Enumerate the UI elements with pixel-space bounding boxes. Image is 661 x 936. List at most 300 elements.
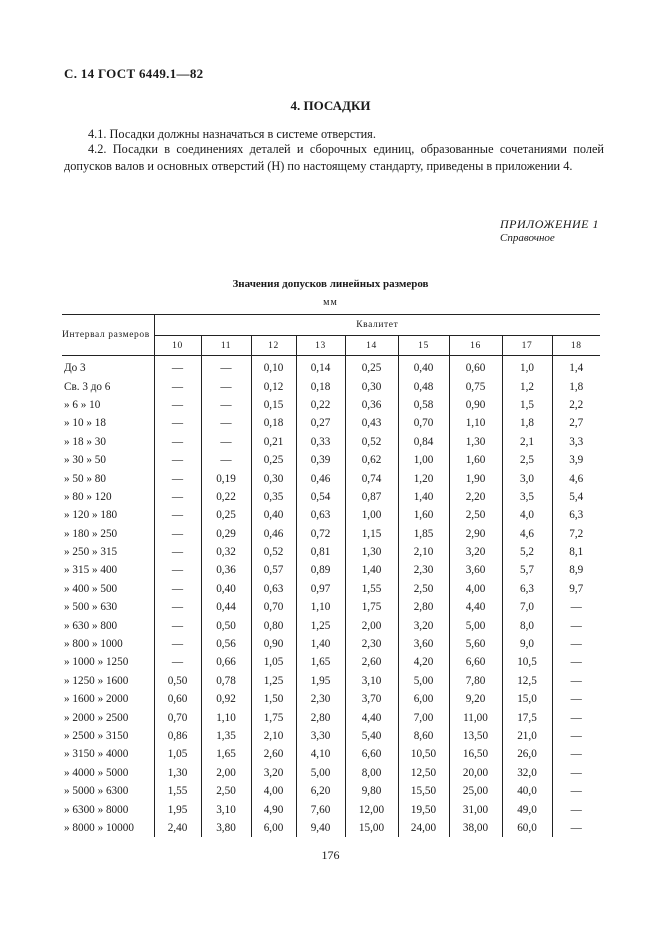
tolerance-cell: 0,57 xyxy=(251,561,296,579)
grade-column-header: 10 xyxy=(154,336,201,356)
tolerance-cell: 4,00 xyxy=(251,782,296,800)
tolerance-cell: 1,95 xyxy=(296,672,345,690)
tolerance-cell: 10,5 xyxy=(502,653,552,671)
interval-cell: » 6 » 10 xyxy=(62,396,154,414)
tolerance-cell: 3,20 xyxy=(449,543,502,561)
tolerance-cell: 5,00 xyxy=(296,764,345,782)
tolerance-cell: 0,74 xyxy=(345,469,398,487)
tolerance-cell: 10,50 xyxy=(398,745,449,763)
tolerance-cell: 2,30 xyxy=(345,635,398,653)
tolerance-cell: 0,43 xyxy=(345,414,398,432)
tolerance-cell: 2,50 xyxy=(201,782,251,800)
tolerance-cell: 1,5 xyxy=(502,396,552,414)
tolerance-cell: 12,50 xyxy=(398,764,449,782)
tolerance-cell: — xyxy=(552,672,600,690)
tolerance-cell: 7,00 xyxy=(398,708,449,726)
tolerance-cell: — xyxy=(154,433,201,451)
tolerance-cell: 6,3 xyxy=(502,580,552,598)
tolerance-cell: 0,58 xyxy=(398,396,449,414)
tolerance-cell: 2,1 xyxy=(502,433,552,451)
interval-cell: » 500 » 630 xyxy=(62,598,154,616)
tolerance-cell: 0,12 xyxy=(251,377,296,395)
interval-cell: » 4000 » 5000 xyxy=(62,764,154,782)
tolerance-cell: 4,6 xyxy=(552,469,600,487)
page-header: С. 14 ГОСТ 6449.1—82 xyxy=(64,66,204,81)
interval-cell: » 250 » 315 xyxy=(62,543,154,561)
tolerance-cell: 5,4 xyxy=(552,488,600,506)
tolerance-cell: 5,7 xyxy=(502,561,552,579)
tolerance-cell: 49,0 xyxy=(502,800,552,818)
tolerance-cell: 2,00 xyxy=(201,764,251,782)
tolerance-cell: 3,0 xyxy=(502,469,552,487)
tolerance-cell: 0,32 xyxy=(201,543,251,561)
table-row xyxy=(62,506,600,524)
tolerance-cell: 0,30 xyxy=(345,377,398,395)
tolerance-cell: — xyxy=(552,745,600,763)
tolerance-cell: — xyxy=(552,819,600,837)
tolerance-cell: 2,80 xyxy=(398,598,449,616)
tolerance-cell: — xyxy=(154,635,201,653)
tolerance-cell: 4,0 xyxy=(502,506,552,524)
table-row xyxy=(62,782,600,800)
table-body xyxy=(62,356,600,838)
tolerance-cell: 5,2 xyxy=(502,543,552,561)
tolerance-cell: 0,19 xyxy=(201,469,251,487)
table-row xyxy=(62,616,600,634)
tolerance-cell: 1,65 xyxy=(201,745,251,763)
tolerance-cell: 2,20 xyxy=(449,488,502,506)
tolerance-cell: 1,60 xyxy=(449,451,502,469)
tolerance-cell: 0,75 xyxy=(449,377,502,395)
tolerance-cell: 1,55 xyxy=(154,782,201,800)
tolerance-cell: 0,46 xyxy=(296,469,345,487)
tolerance-cell: 4,00 xyxy=(449,580,502,598)
paragraph-4-2: 4.2. Посадки в соединениях деталей и сборочных единиц, образованные сочетаниями полей допусков валов и основных отверстий (H) по настоящему стандарту, приведены в приложении 4. xyxy=(64,142,604,173)
tolerance-cell: 3,80 xyxy=(201,819,251,837)
tolerance-cell: 2,30 xyxy=(296,690,345,708)
tolerance-cell: 0,15 xyxy=(251,396,296,414)
table-row xyxy=(62,488,600,506)
interval-cell: Св. 3 до 6 xyxy=(62,377,154,395)
tolerance-cell: — xyxy=(154,469,201,487)
tolerance-cell: 0,46 xyxy=(251,525,296,543)
table-row xyxy=(62,414,600,432)
tolerance-cell: 2,60 xyxy=(251,745,296,763)
tolerance-cell: 60,0 xyxy=(502,819,552,837)
tolerance-cell: 17,5 xyxy=(502,708,552,726)
tolerance-cell: 4,40 xyxy=(345,708,398,726)
interval-cell: » 180 » 250 xyxy=(62,525,154,543)
tolerance-cell: 3,5 xyxy=(502,488,552,506)
tolerance-cell: 0,40 xyxy=(251,506,296,524)
tolerance-cell: 15,00 xyxy=(345,819,398,837)
tolerance-cell: 0,89 xyxy=(296,561,345,579)
tolerance-cell: — xyxy=(154,653,201,671)
tolerance-cell: 1,35 xyxy=(201,727,251,745)
tolerance-cell: 1,10 xyxy=(201,708,251,726)
tolerance-cell: 1,50 xyxy=(251,690,296,708)
table-row xyxy=(62,525,600,543)
tolerance-cell: 12,5 xyxy=(502,672,552,690)
tolerance-cell: — xyxy=(154,543,201,561)
tolerance-cell: 0,70 xyxy=(154,708,201,726)
tolerance-cell: 1,40 xyxy=(398,488,449,506)
table-row xyxy=(62,396,600,414)
tolerance-cell: 1,65 xyxy=(296,653,345,671)
tolerance-cell: 0,27 xyxy=(296,414,345,432)
tolerance-cell: 2,50 xyxy=(449,506,502,524)
table-row xyxy=(62,672,600,690)
table-row xyxy=(62,727,600,745)
tolerance-cell: 4,20 xyxy=(398,653,449,671)
tolerance-cell: 13,50 xyxy=(449,727,502,745)
interval-cell: » 2500 » 3150 xyxy=(62,727,154,745)
tolerance-cell: 0,50 xyxy=(154,672,201,690)
table-row xyxy=(62,356,600,378)
tolerance-cell: 12,00 xyxy=(345,800,398,818)
tolerance-cell: 3,60 xyxy=(449,561,502,579)
appendix-label xyxy=(500,217,599,244)
tolerance-cell: 8,0 xyxy=(502,616,552,634)
grade-column-header: 15 xyxy=(398,336,449,356)
table-row xyxy=(62,653,600,671)
interval-cell: » 10 » 18 xyxy=(62,414,154,432)
tolerance-cell: — xyxy=(154,580,201,598)
tolerance-cell: 8,00 xyxy=(345,764,398,782)
tolerance-cell: 26,0 xyxy=(502,745,552,763)
tolerance-cell: 1,95 xyxy=(154,800,201,818)
grade-column-header: 13 xyxy=(296,336,345,356)
tolerance-cell: 6,00 xyxy=(251,819,296,837)
tolerance-cell: 0,70 xyxy=(251,598,296,616)
tolerance-cell: 1,85 xyxy=(398,525,449,543)
tolerance-cell: 0,33 xyxy=(296,433,345,451)
tolerance-cell: 4,6 xyxy=(502,525,552,543)
tolerance-cell: 2,60 xyxy=(345,653,398,671)
tolerance-cell: 3,3 xyxy=(552,433,600,451)
grade-column-header: 11 xyxy=(201,336,251,356)
grade-column-header: 14 xyxy=(345,336,398,356)
tolerance-cell: 1,00 xyxy=(345,506,398,524)
tolerance-cell: 2,50 xyxy=(398,580,449,598)
tolerance-cell: 0,18 xyxy=(296,377,345,395)
tolerance-cell: — xyxy=(201,356,251,378)
tolerance-cell: — xyxy=(552,635,600,653)
tolerance-cell: 7,0 xyxy=(502,598,552,616)
tolerance-cell: 5,00 xyxy=(449,616,502,634)
tolerance-cell: 1,8 xyxy=(552,377,600,395)
grade-column-header: 18 xyxy=(552,336,600,356)
tolerance-cell: 6,20 xyxy=(296,782,345,800)
tolerance-cell: 2,10 xyxy=(398,543,449,561)
interval-cell: » 3150 » 4000 xyxy=(62,745,154,763)
tolerance-cell: — xyxy=(154,377,201,395)
tolerance-cell: 1,2 xyxy=(502,377,552,395)
table-row xyxy=(62,819,600,837)
tolerance-cell: 0,72 xyxy=(296,525,345,543)
tolerance-cell: 9,7 xyxy=(552,580,600,598)
tolerance-cell: 1,4 xyxy=(552,356,600,378)
tolerance-cell: 1,00 xyxy=(398,451,449,469)
table-row xyxy=(62,433,600,451)
tolerance-cell: 16,50 xyxy=(449,745,502,763)
tolerance-cell: 0,22 xyxy=(201,488,251,506)
tolerance-cell: 0,25 xyxy=(201,506,251,524)
tolerance-cell: 2,10 xyxy=(251,727,296,745)
tolerance-cell: 1,0 xyxy=(502,356,552,378)
tolerance-cell: 0,60 xyxy=(449,356,502,378)
interval-cell: » 8000 » 10000 xyxy=(62,819,154,837)
table-row xyxy=(62,800,600,818)
tolerance-cell: — xyxy=(154,525,201,543)
tolerance-cell: 32,0 xyxy=(502,764,552,782)
table-row xyxy=(62,635,600,653)
tolerance-cell: 0,39 xyxy=(296,451,345,469)
tolerance-cell: 5,00 xyxy=(398,672,449,690)
tolerance-cell: 1,75 xyxy=(345,598,398,616)
tolerance-cell: 0,87 xyxy=(345,488,398,506)
grade-column-header: 17 xyxy=(502,336,552,356)
tolerance-cell: — xyxy=(201,414,251,432)
interval-header: Интервал размеров xyxy=(62,315,154,356)
tolerance-cell: 0,81 xyxy=(296,543,345,561)
tolerance-cell: 3,60 xyxy=(398,635,449,653)
tolerance-cell: — xyxy=(154,561,201,579)
interval-cell: » 120 » 180 xyxy=(62,506,154,524)
interval-cell: » 1000 » 1250 xyxy=(62,653,154,671)
tolerance-cell: 2,2 xyxy=(552,396,600,414)
tolerance-cell: — xyxy=(552,598,600,616)
tolerance-cell: 0,50 xyxy=(201,616,251,634)
tolerance-cell: 1,40 xyxy=(345,561,398,579)
tolerance-cell: 0,36 xyxy=(201,561,251,579)
tolerance-cell: 31,00 xyxy=(449,800,502,818)
tolerance-cell: — xyxy=(201,396,251,414)
tolerance-cell: 3,70 xyxy=(345,690,398,708)
table-row xyxy=(62,745,600,763)
tolerance-cell: 0,63 xyxy=(296,506,345,524)
table-row xyxy=(62,469,600,487)
tolerance-cell: 40,0 xyxy=(502,782,552,800)
tolerance-cell: 0,44 xyxy=(201,598,251,616)
interval-cell: » 80 » 120 xyxy=(62,488,154,506)
tolerance-cell: 0,40 xyxy=(201,580,251,598)
tolerance-cell: 1,60 xyxy=(398,506,449,524)
appendix-title: ПРИЛОЖЕНИЕ 1 xyxy=(500,217,599,231)
tolerance-cell: 0,90 xyxy=(449,396,502,414)
table-units: мм xyxy=(323,297,338,308)
tolerance-cell: 0,62 xyxy=(345,451,398,469)
interval-cell: » 30 » 50 xyxy=(62,451,154,469)
interval-cell: » 400 » 500 xyxy=(62,580,154,598)
tolerance-cell: 0,86 xyxy=(154,727,201,745)
paragraph-4-1: 4.1. Посадки должны назначаться в системе отверстия. xyxy=(88,127,376,141)
table-row xyxy=(62,377,600,395)
tolerance-cell: 2,00 xyxy=(345,616,398,634)
tolerance-cell: 0,97 xyxy=(296,580,345,598)
tolerance-cell: 8,9 xyxy=(552,561,600,579)
tolerance-cell: 3,30 xyxy=(296,727,345,745)
tolerance-cell: — xyxy=(154,396,201,414)
tolerance-cell: 0,90 xyxy=(251,635,296,653)
interval-cell: До 3 xyxy=(62,356,154,378)
tolerance-cell: 4,40 xyxy=(449,598,502,616)
interval-cell: » 315 » 400 xyxy=(62,561,154,579)
tolerance-cell: — xyxy=(154,488,201,506)
tolerance-cell: 20,00 xyxy=(449,764,502,782)
appendix-subtitle: Справочное xyxy=(500,232,555,244)
tolerance-cell: — xyxy=(552,800,600,818)
tolerance-cell: 1,20 xyxy=(398,469,449,487)
table-row xyxy=(62,764,600,782)
tolerance-cell: 1,90 xyxy=(449,469,502,487)
tolerance-cell: 24,00 xyxy=(398,819,449,837)
page-number: 176 xyxy=(321,848,340,862)
tolerance-cell: — xyxy=(154,356,201,378)
tolerance-cell: 7,60 xyxy=(296,800,345,818)
tolerance-cell: 15,50 xyxy=(398,782,449,800)
grade-column-header: 16 xyxy=(449,336,502,356)
tolerance-cell: 0,48 xyxy=(398,377,449,395)
tolerance-cell: 0,21 xyxy=(251,433,296,451)
tolerance-cell: 1,25 xyxy=(296,616,345,634)
tolerance-cell: 4,10 xyxy=(296,745,345,763)
tolerance-cell: 6,3 xyxy=(552,506,600,524)
tolerance-cell: 1,55 xyxy=(345,580,398,598)
tolerance-cell: 1,15 xyxy=(345,525,398,543)
tolerance-cell: 2,5 xyxy=(502,451,552,469)
tolerance-cell: 0,18 xyxy=(251,414,296,432)
tolerance-cell: 9,80 xyxy=(345,782,398,800)
tolerance-cell: 2,40 xyxy=(154,819,201,837)
section-title: 4. ПОСАДКИ xyxy=(290,98,371,113)
tolerance-cell: 0,10 xyxy=(251,356,296,378)
tolerance-cell: — xyxy=(154,616,201,634)
tolerance-cell: 9,0 xyxy=(502,635,552,653)
tolerance-cell: 0,14 xyxy=(296,356,345,378)
tolerance-cell: 0,63 xyxy=(251,580,296,598)
tolerance-cell: 11,00 xyxy=(449,708,502,726)
tolerance-cell: 0,22 xyxy=(296,396,345,414)
tolerance-cell: 3,10 xyxy=(345,672,398,690)
tolerance-cell: 15,0 xyxy=(502,690,552,708)
tolerance-cell: — xyxy=(552,782,600,800)
tolerance-cell: 0,56 xyxy=(201,635,251,653)
tolerance-cell: 1,05 xyxy=(251,653,296,671)
tolerance-cell: 0,60 xyxy=(154,690,201,708)
tolerance-cell: 3,20 xyxy=(251,764,296,782)
tolerance-cell: 0,70 xyxy=(398,414,449,432)
tolerance-cell: 0,52 xyxy=(251,543,296,561)
tolerance-cell: 6,60 xyxy=(345,745,398,763)
tolerance-cell: 1,25 xyxy=(251,672,296,690)
interval-cell: » 5000 » 6300 xyxy=(62,782,154,800)
tolerance-cell: 0,80 xyxy=(251,616,296,634)
interval-cell: » 18 » 30 xyxy=(62,433,154,451)
table-row xyxy=(62,580,600,598)
tolerance-cell: 6,00 xyxy=(398,690,449,708)
interval-cell: » 630 » 800 xyxy=(62,616,154,634)
tolerance-cell: — xyxy=(201,451,251,469)
tolerance-cell: 19,50 xyxy=(398,800,449,818)
tolerance-cell: 0,52 xyxy=(345,433,398,451)
tolerance-cell: — xyxy=(552,653,600,671)
tolerance-cell: 8,60 xyxy=(398,727,449,745)
tolerance-cell: 0,30 xyxy=(251,469,296,487)
interval-cell: » 1250 » 1600 xyxy=(62,672,154,690)
tolerance-cell: 2,30 xyxy=(398,561,449,579)
tolerance-cell: — xyxy=(552,764,600,782)
tolerance-cell: 0,84 xyxy=(398,433,449,451)
tolerance-cell: 38,00 xyxy=(449,819,502,837)
tolerance-cell: 1,30 xyxy=(154,764,201,782)
tolerance-cell: 3,10 xyxy=(201,800,251,818)
tolerance-cell: 0,35 xyxy=(251,488,296,506)
table-title: Значения допусков линейных размеров xyxy=(232,278,429,290)
tolerance-cell: 2,90 xyxy=(449,525,502,543)
tolerance-cell: 0,40 xyxy=(398,356,449,378)
table-row xyxy=(62,708,600,726)
tolerance-cell: — xyxy=(154,451,201,469)
tolerance-cell: 21,0 xyxy=(502,727,552,745)
interval-cell: » 1600 » 2000 xyxy=(62,690,154,708)
tolerance-cell: 7,2 xyxy=(552,525,600,543)
tolerance-cell: 1,10 xyxy=(449,414,502,432)
tolerance-cell: — xyxy=(201,377,251,395)
tolerance-cell: 0,36 xyxy=(345,396,398,414)
tolerance-table xyxy=(62,314,600,837)
tolerance-cell: 1,05 xyxy=(154,745,201,763)
tolerance-cell: — xyxy=(552,690,600,708)
tolerance-cell: 4,90 xyxy=(251,800,296,818)
tolerance-cell: 9,40 xyxy=(296,819,345,837)
tolerance-cell: 3,9 xyxy=(552,451,600,469)
table-row xyxy=(62,543,600,561)
tolerance-cell: 0,78 xyxy=(201,672,251,690)
tolerance-cell: 0,29 xyxy=(201,525,251,543)
grade-group-header: Квалитет xyxy=(154,315,600,336)
table-row xyxy=(62,690,600,708)
tolerance-cell: 1,8 xyxy=(502,414,552,432)
tolerance-cell: 1,10 xyxy=(296,598,345,616)
tolerance-cell: 0,25 xyxy=(251,451,296,469)
interval-cell: » 6300 » 8000 xyxy=(62,800,154,818)
table-row xyxy=(62,598,600,616)
interval-cell: » 50 » 80 xyxy=(62,469,154,487)
tolerance-cell: 2,7 xyxy=(552,414,600,432)
tolerance-cell: 1,40 xyxy=(296,635,345,653)
tolerance-cell: 5,60 xyxy=(449,635,502,653)
tolerance-cell: 7,80 xyxy=(449,672,502,690)
tolerance-cell: 1,30 xyxy=(449,433,502,451)
tolerance-cell: — xyxy=(552,708,600,726)
tolerance-cell: 1,75 xyxy=(251,708,296,726)
tolerance-cell: 3,20 xyxy=(398,616,449,634)
tolerance-cell: 1,30 xyxy=(345,543,398,561)
tolerance-cell: 6,60 xyxy=(449,653,502,671)
tolerance-cell: 0,66 xyxy=(201,653,251,671)
tolerance-cell: — xyxy=(154,506,201,524)
tolerance-cell: 5,40 xyxy=(345,727,398,745)
interval-cell: » 800 » 1000 xyxy=(62,635,154,653)
interval-cell: » 2000 » 2500 xyxy=(62,708,154,726)
grade-column-header: 12 xyxy=(251,336,296,356)
tolerance-cell: 0,54 xyxy=(296,488,345,506)
tolerance-cell: 0,92 xyxy=(201,690,251,708)
tolerance-cell: 2,80 xyxy=(296,708,345,726)
table-row xyxy=(62,451,600,469)
table-row xyxy=(62,561,600,579)
